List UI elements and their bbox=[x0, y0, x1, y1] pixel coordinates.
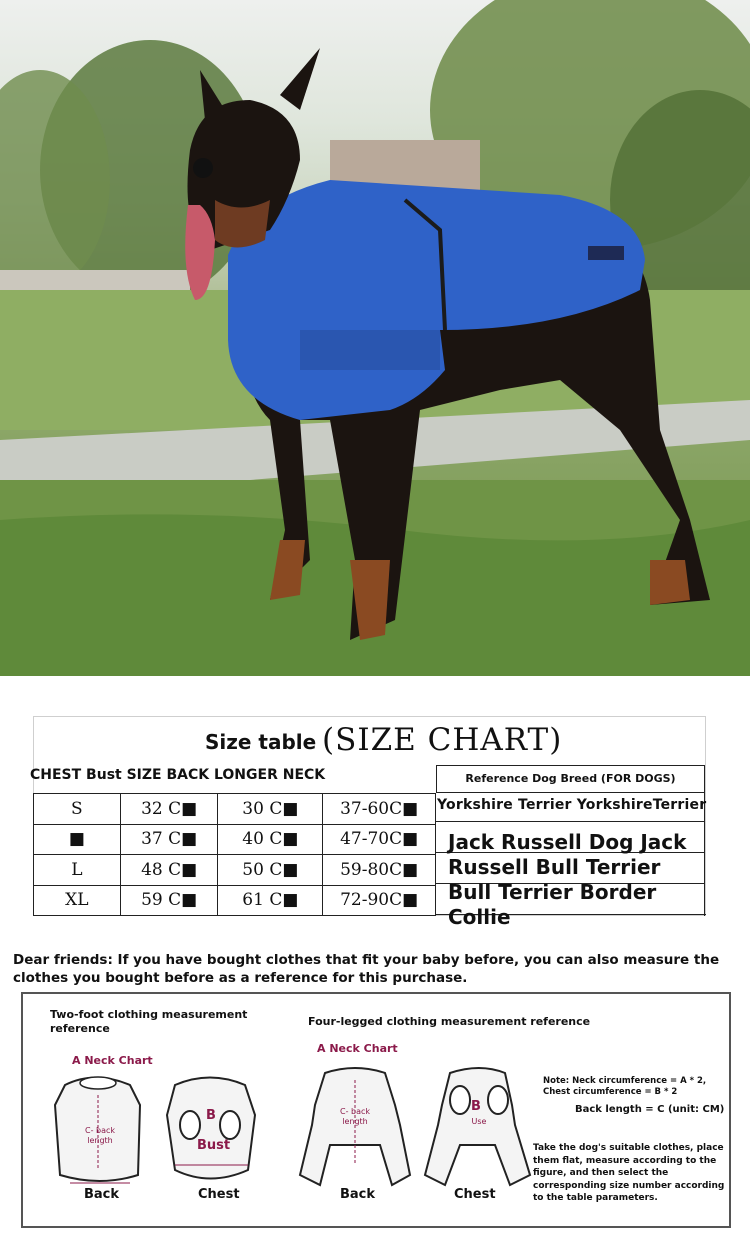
reference-breed-small: Yorkshire Terrier YorkshireTerrier bbox=[437, 797, 707, 813]
neck-cell: 72-90C■ bbox=[323, 885, 436, 916]
reference-breed-header: Reference Dog Breed (FOR DOGS) bbox=[436, 765, 705, 793]
back-caption: Back bbox=[84, 1187, 120, 1202]
bust-cell: 48 C■ bbox=[120, 855, 218, 886]
bust-cell: 59 C■ bbox=[120, 885, 218, 916]
four-legged-label: Four-legged clothing measurement reference bbox=[308, 1015, 591, 1028]
table-row bbox=[34, 824, 436, 855]
back-cell: 50 C■ bbox=[218, 855, 323, 886]
size-cell: ■ bbox=[34, 824, 121, 855]
neck-chart-label: A Neck Chart bbox=[72, 1054, 153, 1067]
back-cell: 61 C■ bbox=[218, 885, 323, 916]
back-cell: 30 C■ bbox=[218, 794, 323, 825]
c-back-length-label: C- back length bbox=[84, 1126, 116, 1145]
back-length-formula: Back length = C (unit: CM) bbox=[575, 1104, 725, 1115]
circumference-formula: Note: Neck circumference = A * 2, Chest circumference = B * 2 bbox=[543, 1076, 707, 1097]
size-table-header: CHEST Bust SIZE BACK LONGER NECK bbox=[30, 767, 326, 783]
neck-cell: 47-70C■ bbox=[323, 824, 436, 855]
reference-breed-large: Jack Russell Dog Jack Russell Bull Terrier Bull Terrier Border Collie bbox=[448, 830, 687, 929]
bust-label: Bust bbox=[197, 1138, 231, 1153]
measurement-tips: Take the dog's suitable clothes, place them flat, measure according to the figure, and then select the corresponding size number according to the table parameters. bbox=[533, 1143, 725, 1203]
b-marker: B bbox=[206, 1108, 216, 1123]
bust-cell: 32 C■ bbox=[120, 794, 218, 825]
size-cell: L bbox=[34, 855, 121, 886]
size-cell: S bbox=[34, 794, 121, 825]
divider bbox=[704, 765, 705, 916]
table-row bbox=[34, 855, 436, 886]
back-cell: 40 C■ bbox=[218, 824, 323, 855]
neck-cell: 37-60C■ bbox=[323, 794, 436, 825]
neck-cell: 59-80C■ bbox=[323, 855, 436, 886]
table-row bbox=[34, 794, 436, 825]
size-chart-title: (SIZE CHART) bbox=[322, 722, 563, 758]
size-table-title: Size table bbox=[205, 730, 317, 754]
back-caption: Back bbox=[340, 1187, 376, 1202]
bust-cell: 37 C■ bbox=[120, 824, 218, 855]
purchase-note: Dear friends: If you have bought clothes that fit your baby before, you can also measure the clothes you bought before as a reference for this purchase. bbox=[13, 952, 720, 986]
neck-chart-label: A Neck Chart bbox=[317, 1042, 398, 1055]
divider bbox=[436, 821, 705, 822]
size-table bbox=[33, 793, 436, 916]
b-marker: B bbox=[471, 1099, 481, 1114]
table-row bbox=[34, 885, 436, 916]
chest-caption: Chest bbox=[198, 1187, 240, 1202]
size-cell: XL bbox=[34, 885, 121, 916]
two-foot-label: Two-foot clothing measurement reference bbox=[50, 1008, 248, 1035]
c-back-length-label: C- back length bbox=[339, 1107, 371, 1126]
chest-caption: Chest bbox=[454, 1187, 496, 1202]
use-label: Use bbox=[471, 1117, 487, 1126]
